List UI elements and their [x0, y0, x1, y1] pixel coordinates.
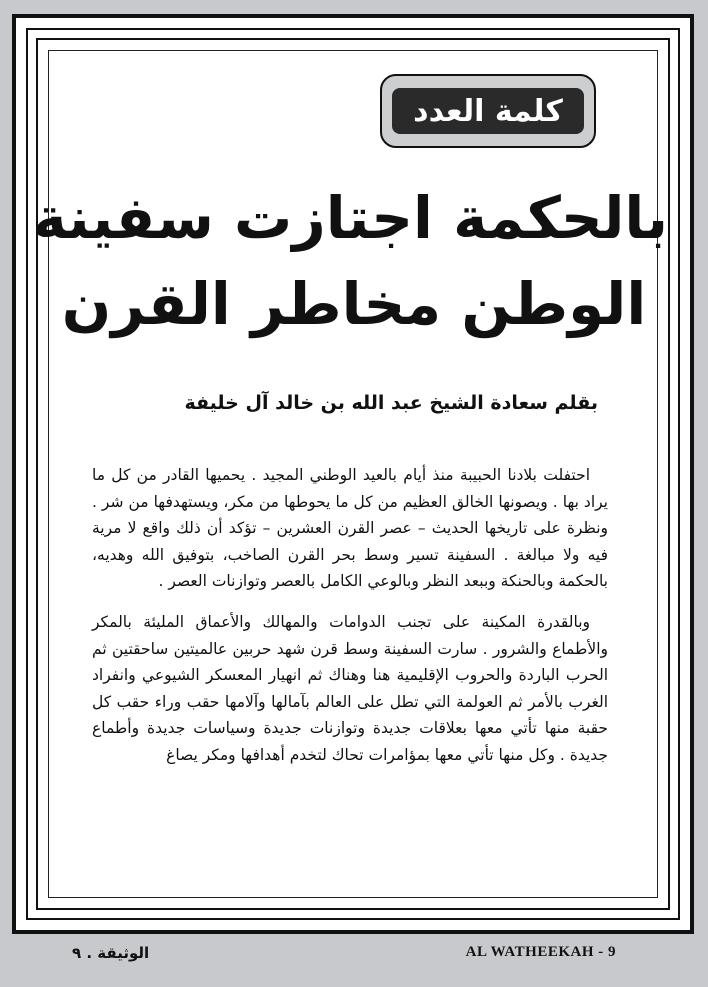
headline-line-2: الوطن مخاطر القرن: [61, 270, 647, 338]
headline-line-1: بالحكمة اجتازت سفينة: [32, 184, 668, 252]
footer-page-label-english: AL WATHEEKAH - 9: [465, 944, 616, 960]
article-paragraph: احتفلت بلادنا الحبيبة منذ أيام بالعيد الوطني المجيد . يحميها القادر من كل ما يراد بها . ويصونها الخالق العظيم من كل ما يحوطها من مكر، ويستهدفها من شر . ونظرة على تاريخها الحديث – عصر القرن العشرين – تؤكد أن ذلك واقع لا مرية فيه ولا مبالغة . السفينة تسير وسط بحر القرن الصاخب، بتوفيق الله وهديه، بالحكمة وبالحنكة وببعد النظر وبالوعي الكامل بالعصر وتوازنات العصر .: [92, 466, 608, 591]
footer-page-label-arabic: الوثيقة . ٩: [72, 944, 150, 962]
section-badge-inner: [392, 88, 584, 134]
section-badge-label: كلمة العدد: [413, 93, 563, 129]
section-badge: [380, 74, 596, 148]
author-byline: بقلم سعادة الشيخ عبد الله بن خالد آل خليفة: [184, 392, 598, 414]
article-body: [92, 462, 608, 783]
article-paragraph: وبالقدرة المكينة على تجنب الدوامات والمهالك والأعماق المليئة بالمكر والأطماع والشرور . سارت السفينة وسط قرن شهد حربين عالميتين ساحقتين ثم الحرب الباردة والحروب الإقليمية هنا وهناك ثم انهيار المعسكر الشيوعي وانفراد الغرب بالأمر ثم العولمة التي تطل على العالم بآمالها وآلامها حقب وراء حقب كل حقبة منها تأتي معها بعلاقات جديدة وتوازنات جديدة وسياسات جديدة وأطماع جديدة . وكل منها تأتي معها بمؤامرات تحاك لتخدم أهدافها ومكر يصاغ: [92, 612, 608, 764]
